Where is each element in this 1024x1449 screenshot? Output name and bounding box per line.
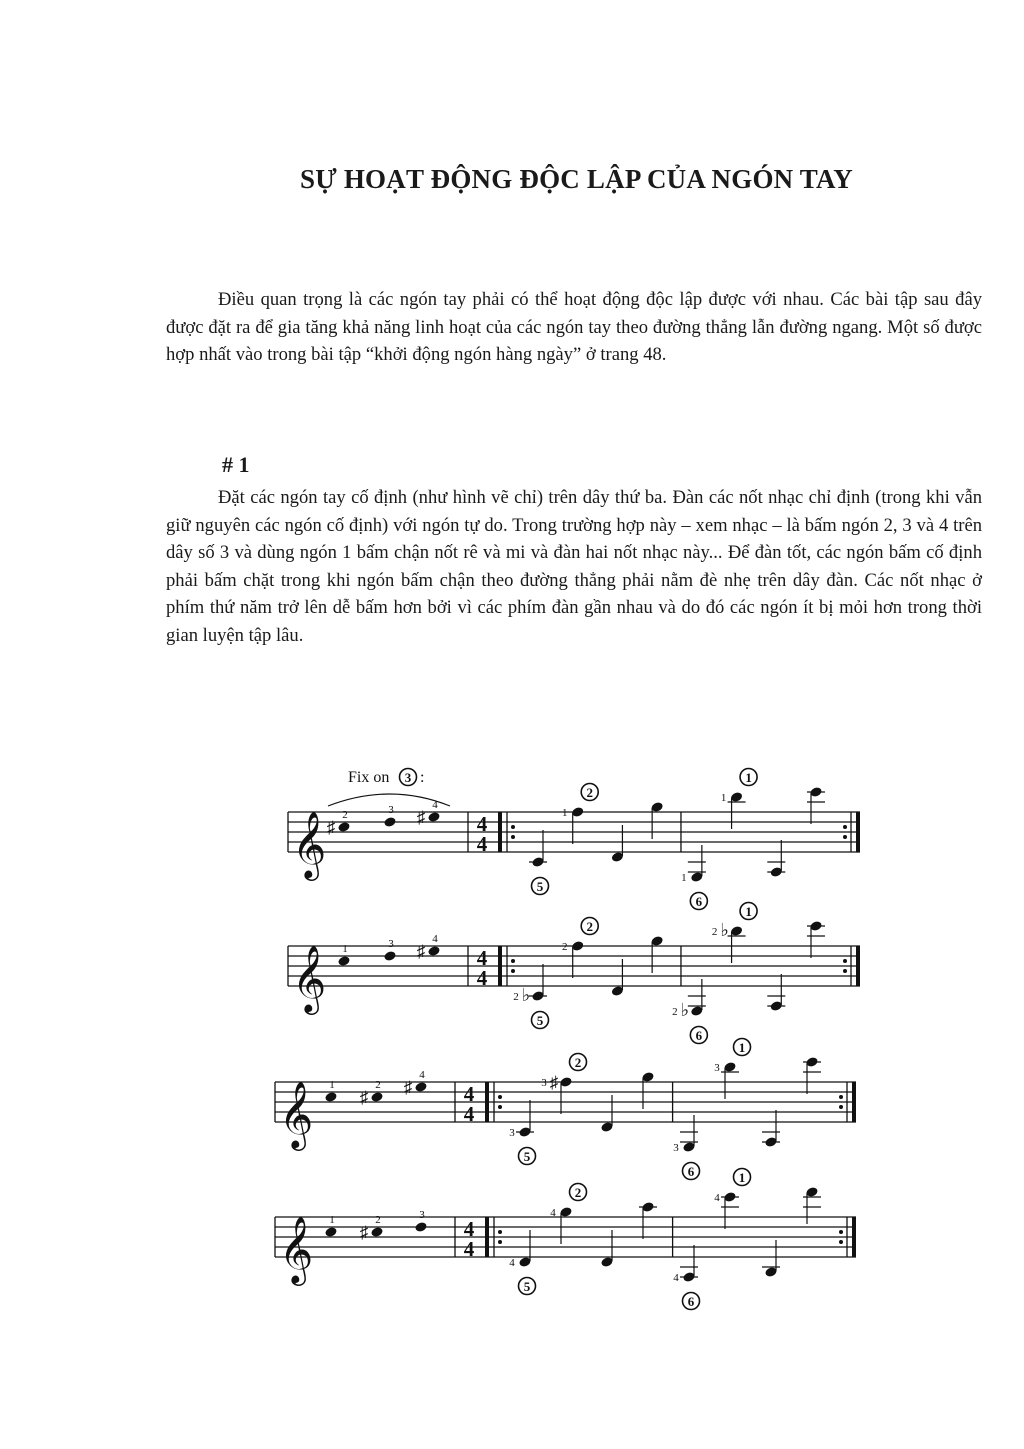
repeat-dot bbox=[511, 835, 515, 839]
note bbox=[550, 1184, 586, 1245]
string-circle-5 bbox=[519, 1278, 536, 1295]
sharp-sign: ♯ bbox=[549, 1073, 559, 1092]
finger-number: 2 bbox=[561, 941, 568, 953]
finger-number: 3 bbox=[388, 804, 394, 816]
string-number: 2 bbox=[574, 1055, 582, 1070]
repeat-dot bbox=[843, 825, 847, 829]
repeat-thick-bar bbox=[852, 1082, 856, 1122]
held-note bbox=[383, 938, 396, 962]
held-note bbox=[404, 1069, 428, 1097]
note bbox=[681, 845, 707, 910]
note bbox=[541, 1054, 586, 1115]
note-head bbox=[370, 1226, 383, 1238]
string-circle-1 bbox=[734, 1169, 751, 1186]
flat-sign: ♭ bbox=[680, 1000, 690, 1020]
repeat-dot bbox=[843, 959, 847, 963]
note bbox=[509, 1230, 535, 1295]
finger-number: 2 bbox=[375, 1079, 381, 1091]
finger-number: 1 bbox=[720, 792, 727, 804]
finger-number: 4 bbox=[432, 933, 438, 945]
finger-number: 1 bbox=[681, 872, 687, 884]
repeat-dot bbox=[843, 835, 847, 839]
note bbox=[600, 1095, 613, 1133]
note bbox=[762, 1240, 780, 1278]
note-head bbox=[414, 1081, 427, 1093]
note-head bbox=[324, 1226, 337, 1238]
note bbox=[509, 1100, 535, 1165]
finger-number: 3 bbox=[388, 938, 394, 950]
string-circle-6 bbox=[683, 1293, 700, 1310]
time-sig-top: 4 bbox=[463, 1217, 475, 1241]
sharp-sign: ♯ bbox=[326, 818, 336, 837]
fix-on-label: Fix on bbox=[348, 769, 390, 786]
note-head bbox=[337, 821, 350, 833]
string-number: 1 bbox=[745, 904, 752, 919]
repeat-thick-bar bbox=[498, 946, 502, 986]
held-note bbox=[414, 1209, 427, 1233]
time-sig-bottom: 4 bbox=[463, 1237, 475, 1261]
sharp-sign: ♯ bbox=[416, 942, 426, 961]
repeat-dot bbox=[839, 1240, 843, 1244]
note bbox=[641, 1071, 654, 1109]
finger-number: 4 bbox=[550, 1207, 556, 1219]
finger-number: 3 bbox=[541, 1077, 547, 1089]
note bbox=[767, 840, 785, 878]
repeat-thick-bar bbox=[852, 1217, 856, 1257]
note-head bbox=[370, 1091, 383, 1103]
note-head bbox=[427, 811, 440, 823]
repeat-dot bbox=[839, 1095, 843, 1099]
staff-system-4 bbox=[275, 1169, 856, 1310]
repeat-dot bbox=[498, 1095, 502, 1099]
note bbox=[712, 903, 757, 964]
sharp-sign: ♯ bbox=[403, 1078, 413, 1097]
finger-number: 4 bbox=[419, 1069, 425, 1081]
string-number: 5 bbox=[523, 1149, 531, 1164]
note bbox=[767, 974, 785, 1012]
note-head bbox=[427, 945, 440, 957]
treble-clef: 𝄞 bbox=[292, 946, 327, 1011]
sharp-sign: ♯ bbox=[416, 808, 426, 827]
time-sig-bottom: 4 bbox=[463, 1102, 475, 1126]
string-number: 5 bbox=[523, 1279, 531, 1294]
string-circle-2 bbox=[570, 1054, 587, 1071]
string-number: 5 bbox=[536, 879, 544, 894]
string-number: 5 bbox=[536, 1013, 544, 1028]
note bbox=[714, 1039, 750, 1100]
note-head bbox=[383, 950, 396, 962]
repeat-dot bbox=[511, 825, 515, 829]
string-number: 6 bbox=[687, 1164, 695, 1179]
time-sig-bottom: 4 bbox=[476, 966, 488, 990]
repeat-dot bbox=[511, 959, 515, 963]
finger-number: 3 bbox=[509, 1127, 515, 1139]
intro-paragraph: Điều quan trọng là các ngón tay phải có thể hoạt động độc lập được với nhau. Các bài tập sau đây được đặt ra để gia tăng khả năng linh hoạt của các ngón tay theo đường thẳng lẫn đường ngang. Một số được hợp nhất vào trong bài tập “khởi động ngón hàng ngày” ở trang 48. bbox=[166, 289, 982, 365]
string-number: 6 bbox=[687, 1294, 695, 1309]
string-number: 1 bbox=[738, 1170, 746, 1185]
repeat-dot bbox=[511, 969, 515, 973]
staff-system-3 bbox=[275, 1039, 856, 1180]
note bbox=[529, 830, 549, 895]
note bbox=[513, 964, 548, 1029]
sharp-sign: ♯ bbox=[359, 1223, 369, 1242]
exercise-heading: # 1 bbox=[222, 452, 250, 477]
finger-number: 1 bbox=[329, 1214, 335, 1226]
note bbox=[639, 1201, 657, 1239]
sharp-sign: ♯ bbox=[359, 1088, 369, 1107]
page-title: SỰ HOẠT ĐỘNG ĐỘC LẬP CỦA NGÓN TAY bbox=[300, 164, 853, 194]
string-number: 1 bbox=[745, 770, 752, 785]
finger-number: 4 bbox=[673, 1272, 679, 1284]
finger-number: 2 bbox=[672, 1006, 678, 1018]
finger-number: 4 bbox=[714, 1192, 720, 1204]
repeat-thick-bar bbox=[485, 1082, 489, 1122]
exercise-instructions: Đặt các ngón tay cố định (như hình vẽ chỉ) trên dây thứ ba. Đàn các nốt nhạc chỉ định (trong khi vẫn giữ nguyên các ngón cố định) với ngón tự do. Trong trường hợp này – xem nhạc – là bấm ngón 2, 3 và 4 trên dây số 3 và dùng ngón 1 bấm chận nốt rê và mi và đàn hai nốt nhạc này... Để đàn tốt, các ngón bấm cố định phải bấm chặt trong khi ngón bấm chận theo đường thẳng phải nằm đè nhẹ trên dây đàn. Các nốt nhạc ở phím thứ năm trở lên dễ bấm hơn bởi vì các phím đàn gần nhau và do đó các ngón ít bị mỏi hơn trong thời gian luyện tập lâu. bbox=[166, 487, 982, 646]
note bbox=[650, 801, 663, 839]
note bbox=[673, 1245, 699, 1310]
finger-number: 1 bbox=[329, 1079, 335, 1091]
note bbox=[611, 825, 624, 863]
note bbox=[803, 1056, 821, 1094]
time-sig-bottom: 4 bbox=[476, 832, 488, 856]
finger-number: 2 bbox=[513, 991, 519, 1003]
finger-number: 2 bbox=[342, 809, 348, 821]
string-number: 6 bbox=[695, 894, 703, 909]
note bbox=[650, 935, 663, 973]
note bbox=[803, 1186, 821, 1224]
repeat-dot bbox=[839, 1105, 843, 1109]
flat-sign: ♭ bbox=[720, 920, 729, 940]
held-note bbox=[417, 799, 441, 827]
string-circle-1 bbox=[740, 903, 757, 920]
string-circle-6 bbox=[690, 893, 707, 910]
note bbox=[600, 1230, 613, 1268]
string-circle-5 bbox=[519, 1148, 536, 1165]
flat-sign: ♭ bbox=[521, 985, 531, 1005]
string-number: 2 bbox=[574, 1185, 582, 1200]
string-number: 2 bbox=[586, 785, 593, 800]
note bbox=[673, 1115, 699, 1180]
string-number: 3 bbox=[404, 770, 412, 785]
string-circle-6 bbox=[683, 1163, 700, 1180]
held-note bbox=[327, 809, 351, 837]
note bbox=[714, 1169, 750, 1230]
repeat-thick-bar bbox=[856, 812, 860, 852]
time-sig-top: 4 bbox=[476, 812, 488, 836]
repeat-dot bbox=[843, 969, 847, 973]
held-note bbox=[360, 1079, 384, 1107]
finger-number: 4 bbox=[432, 799, 438, 811]
string-number: 1 bbox=[738, 1040, 746, 1055]
string-circle-1 bbox=[734, 1039, 751, 1056]
finger-number: 2 bbox=[375, 1214, 381, 1226]
note bbox=[562, 784, 598, 845]
repeat-dot bbox=[498, 1240, 502, 1244]
treble-clef: 𝄞 bbox=[279, 1082, 314, 1147]
treble-clef: 𝄞 bbox=[292, 812, 327, 877]
repeat-thick-bar bbox=[856, 946, 860, 986]
time-sig-top: 4 bbox=[476, 946, 488, 970]
fix-on-colon: : bbox=[420, 769, 425, 786]
finger-number: 2 bbox=[711, 926, 718, 938]
held-note bbox=[383, 804, 396, 828]
string-circle-5 bbox=[532, 1012, 549, 1029]
note-head bbox=[337, 955, 350, 967]
string-circle-1 bbox=[740, 769, 757, 786]
string-circle-6 bbox=[690, 1027, 707, 1044]
finger-number: 3 bbox=[673, 1142, 679, 1154]
finger-number: 1 bbox=[342, 943, 348, 955]
repeat-dot bbox=[498, 1230, 502, 1234]
string-number: 6 bbox=[695, 1028, 703, 1043]
finger-number: 3 bbox=[419, 1209, 425, 1221]
fix-string-circle bbox=[400, 769, 417, 786]
time-sig-top: 4 bbox=[463, 1082, 475, 1106]
repeat-dot bbox=[839, 1230, 843, 1234]
string-circle-2 bbox=[581, 784, 598, 801]
note-head bbox=[324, 1091, 337, 1103]
string-circle-5 bbox=[532, 878, 549, 895]
note-head bbox=[383, 816, 396, 828]
note bbox=[807, 920, 825, 958]
staff-system-2 bbox=[288, 903, 860, 1044]
held-note bbox=[417, 933, 441, 961]
repeat-thick-bar bbox=[498, 812, 502, 852]
treble-clef: 𝄞 bbox=[279, 1217, 314, 1282]
note bbox=[762, 1110, 780, 1148]
finger-number: 1 bbox=[561, 807, 568, 819]
repeat-thick-bar bbox=[485, 1217, 489, 1257]
note bbox=[562, 918, 598, 979]
note bbox=[611, 959, 624, 997]
string-number: 2 bbox=[586, 919, 593, 934]
repeat-dot bbox=[498, 1105, 502, 1109]
finger-number: 3 bbox=[714, 1062, 720, 1074]
staff-system-1 bbox=[288, 769, 860, 910]
string-circle-2 bbox=[570, 1184, 587, 1201]
held-note bbox=[360, 1214, 384, 1242]
string-circle-2 bbox=[581, 918, 598, 935]
finger-number: 4 bbox=[509, 1257, 515, 1269]
note bbox=[807, 786, 825, 824]
note bbox=[672, 979, 707, 1044]
note-head bbox=[414, 1221, 427, 1233]
note bbox=[721, 769, 757, 830]
